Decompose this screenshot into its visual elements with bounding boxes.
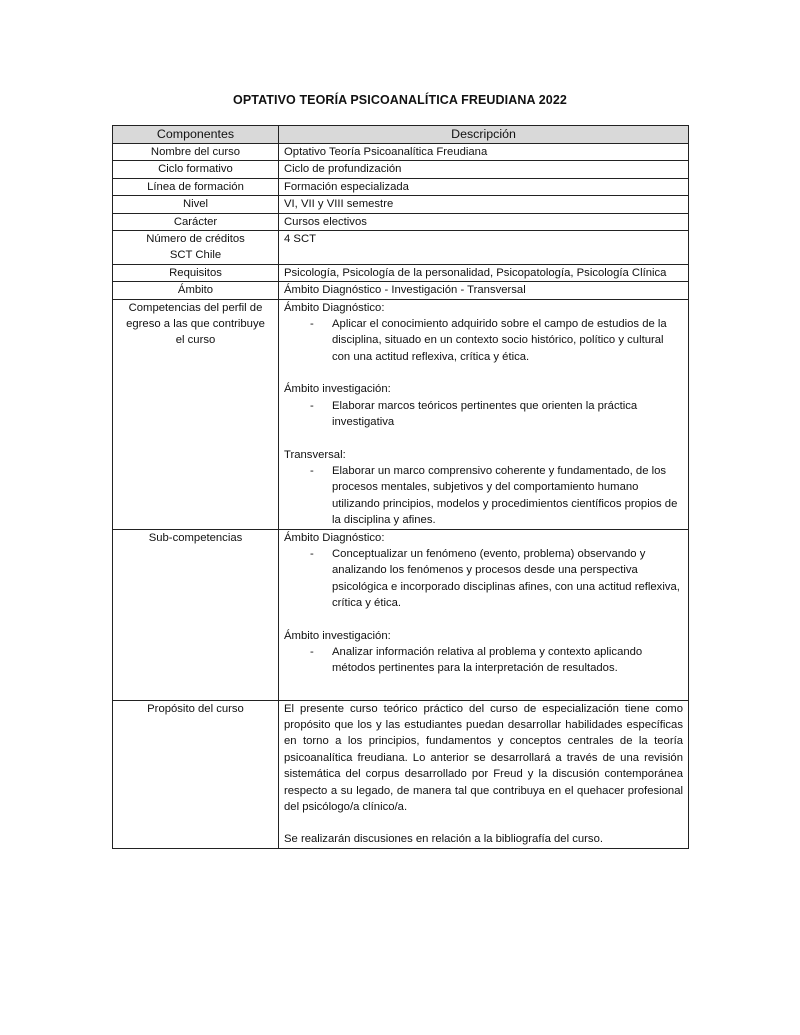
row-label: Propósito del curso	[113, 700, 279, 848]
row-label: Sub-competencias	[113, 529, 279, 700]
row-label-line: Número de créditos	[146, 233, 245, 246]
table-row	[113, 161, 689, 178]
row-label-line: el curso	[175, 334, 216, 347]
row-value: VI, VII y VIII semestre	[279, 196, 689, 213]
header-descripcion: Descripción	[279, 126, 689, 144]
row-value	[279, 700, 689, 848]
row-label-line: SCT Chile	[169, 249, 222, 262]
row-label: Requisitos	[113, 264, 279, 281]
row-label	[113, 231, 279, 265]
list-item: - Aplicar el conocimiento adquirido sobre el campo de estudios de la disciplina, situado en un contexto socio histórico, político y cultural con una actitud reflexiva, crítica y ética.	[332, 316, 683, 365]
list-item: - Conceptualizar un fenómeno (evento, problema) observando y analizando los fenómenos y procesos desde una perspectiva psicológica e incorporado disciplinas afines, con una actitud reflexiva, crítica y ética.	[332, 546, 683, 612]
row-label: Nombre del curso	[113, 144, 279, 161]
dash-list	[284, 546, 683, 612]
table-row	[113, 213, 689, 230]
row-value	[279, 529, 689, 700]
table-row-competencias	[113, 299, 689, 529]
header-componentes: Componentes	[113, 126, 279, 144]
dash-list	[284, 398, 683, 431]
dash-list	[284, 644, 683, 677]
course-table	[112, 125, 689, 849]
row-label: Ciclo formativo	[113, 161, 279, 178]
table-header-row	[113, 126, 689, 144]
row-value: 4 SCT	[279, 231, 689, 265]
row-label	[113, 299, 279, 529]
section-heading: Ámbito investigación:	[284, 629, 391, 642]
section-heading: Ámbito Diagnóstico:	[284, 301, 385, 314]
dash-list	[284, 316, 683, 365]
list-item: - Elaborar marcos teóricos pertinentes que orienten la práctica investigativa	[332, 398, 683, 431]
section-heading: Ámbito Diagnóstico:	[284, 531, 385, 544]
row-value: Cursos electivos	[279, 213, 689, 230]
section-heading: Ámbito investigación:	[284, 383, 391, 396]
row-label: Carácter	[113, 213, 279, 230]
table-row	[113, 282, 689, 299]
row-value: Formación especializada	[279, 178, 689, 195]
dash-list	[284, 463, 683, 529]
list-item: - Analizar información relativa al problema y contexto aplicando métodos pertinentes para la interpretación de resultados.	[332, 644, 683, 677]
table-row-subcompetencias	[113, 529, 689, 700]
table-row	[113, 231, 689, 265]
row-label-line: egreso a las que contribuye	[126, 318, 265, 331]
document-title: OPTATIVO TEORÍA PSICOANALÍTICA FREUDIANA 2022	[233, 93, 567, 107]
section-heading: Transversal:	[284, 448, 346, 461]
paragraph: El presente curso teórico práctico del curso de especialización tiene como propósito que los y las estudiantes puedan desarrollar habilidades específicas en torno a los principios, fundamentos y conceptos centrales de la teoría psicoanalítica freudiana. Lo anterior se desarrollará a través de una revisión sistemática del corpus desarrollado por Freud y la discusión contemporánea respecto a su legado, de manera tal que contribuya en el quehacer profesional del psicólogo/a clínico/a.	[284, 702, 683, 813]
row-label-line: Competencias del perfil de	[128, 301, 263, 314]
row-label: Nivel	[113, 196, 279, 213]
row-value: Ámbito Diagnóstico - Investigación - Transversal	[279, 282, 689, 299]
row-value: Ciclo de profundización	[279, 161, 689, 178]
table-row	[113, 178, 689, 195]
row-value: Optativo Teoría Psicoanalítica Freudiana	[279, 144, 689, 161]
row-label: Línea de formación	[113, 178, 279, 195]
row-label: Ámbito	[113, 282, 279, 299]
row-value: Psicología, Psicología de la personalidad, Psicopatología, Psicología Clínica	[279, 264, 689, 281]
table-row	[113, 144, 689, 161]
paragraph: Se realizarán discusiones en relación a la bibliografía del curso.	[284, 833, 604, 846]
table-row-proposito	[113, 700, 689, 848]
table-row	[113, 196, 689, 213]
row-value	[279, 299, 689, 529]
list-item: - Elaborar un marco comprensivo coherente y fundamentado, de los procesos mentales, subjetivos y del comportamiento humano utilizando principios, modelos y procedimientos científicos propios de la disciplina y afines.	[332, 463, 683, 529]
table-row	[113, 264, 689, 281]
